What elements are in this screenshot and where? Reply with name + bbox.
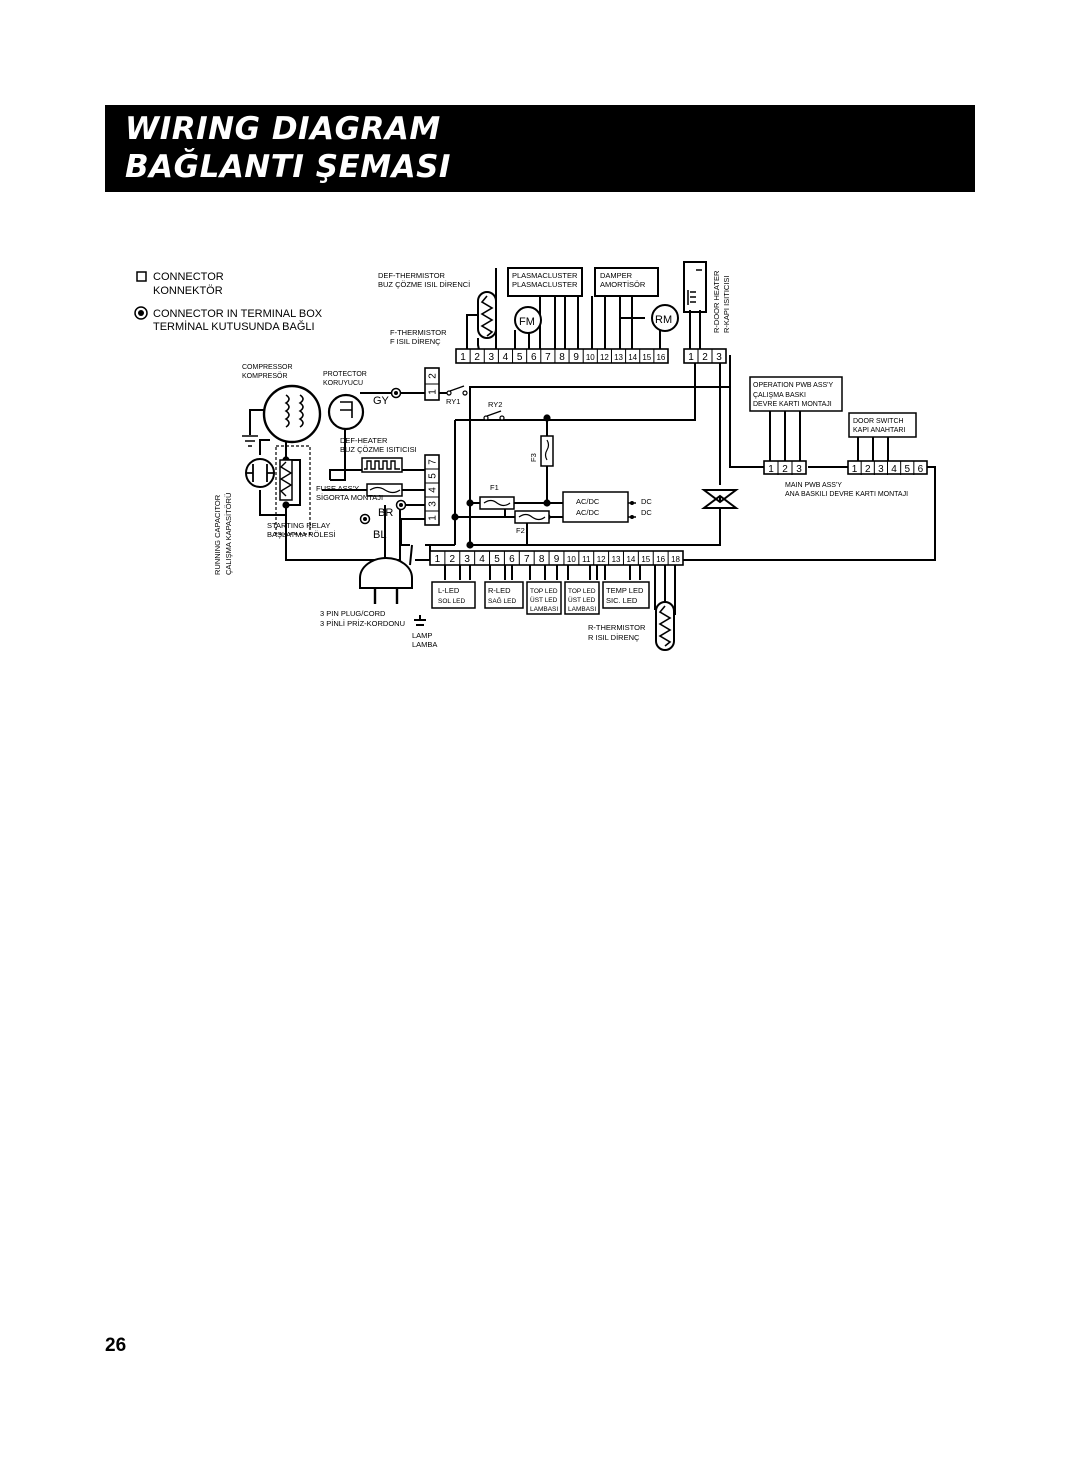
connector-pin-label: 7 bbox=[427, 459, 439, 465]
f3-label: F3 bbox=[529, 453, 538, 462]
connector-pin-label: 4 bbox=[502, 352, 509, 363]
r-thermistor-icon bbox=[656, 602, 674, 650]
dc-label-1: DC bbox=[641, 497, 652, 506]
connector-pin-label: 2 bbox=[782, 464, 788, 475]
dc-label-2: DC bbox=[641, 508, 652, 517]
temp-led-label-tr: SIC. LED bbox=[606, 596, 638, 605]
connector-pin-label: 5 bbox=[516, 352, 523, 363]
bl-label: BL bbox=[373, 529, 387, 541]
f1-label: F1 bbox=[490, 483, 499, 492]
connector-pin-label: 1 bbox=[851, 464, 858, 475]
connector-pin-label: 3 bbox=[488, 352, 495, 363]
connector-pin-label: 12 bbox=[596, 555, 606, 564]
plug-label-en: 3 PIN PLUG/CORD bbox=[320, 609, 386, 618]
l-led-label-tr: SOL LED bbox=[438, 598, 466, 605]
compressor-label-en: COMPRESSOR bbox=[242, 364, 293, 371]
connector-pin-label: 4 bbox=[479, 554, 485, 565]
f-thermistor-label-en: F-THERMISTOR bbox=[390, 328, 447, 337]
connector-pin-label: 15 bbox=[642, 353, 652, 362]
starting-relay-label-en: STARTING RELAY bbox=[267, 521, 331, 530]
lamp-label-tr: LAMBA bbox=[412, 640, 438, 649]
operation-pwb-label-tr1: ÇALIŞMA BASKI bbox=[753, 392, 806, 399]
r-thermistor-label-tr: R ISIL DİRENÇ bbox=[588, 633, 640, 642]
r-door-heater-label-en: R-DOOR HEATER bbox=[712, 270, 721, 333]
connector-pin-label: 5 bbox=[494, 554, 500, 565]
protector-icon bbox=[329, 395, 363, 429]
ry2-label: RY2 bbox=[488, 400, 503, 409]
connector-pin-label: 1 bbox=[688, 352, 694, 363]
connector-pin-label: 1 bbox=[768, 464, 774, 475]
connector-pin-label: 3 bbox=[878, 464, 884, 475]
plasmacluster-label-tr: PLASMACLUSTER bbox=[512, 280, 578, 289]
connector-pin-label: 1 bbox=[434, 554, 441, 565]
running-cap-label-en: RUNNING CAPACITOR bbox=[213, 494, 222, 575]
operation-pwb-label-en: OPERATION PWB ASS'Y bbox=[753, 382, 834, 389]
fm-label: FM bbox=[519, 316, 535, 328]
plasmacluster-label-en: PLASMACLUSTER bbox=[512, 271, 578, 280]
legend-terminal-en: CONNECTOR IN TERMINAL BOX bbox=[153, 308, 323, 320]
plug-label-tr: 3 PİNLİ PRİZ-KORDONU bbox=[320, 619, 406, 628]
rm-label: RM bbox=[655, 314, 673, 326]
connector-operation-3-pins bbox=[768, 461, 802, 475]
top-led-2-label-tr2: LAMBASI bbox=[568, 606, 597, 613]
title-english: WIRING DIAGRAM bbox=[125, 111, 441, 147]
connector-pin-label: 1 bbox=[460, 352, 466, 363]
connector-pin-label: 9 bbox=[553, 554, 560, 565]
connector-legend-icon bbox=[137, 272, 146, 281]
door-switch-label-en: DOOR SWITCH bbox=[853, 418, 904, 425]
r-led-label-en: R-LED bbox=[488, 586, 511, 595]
connector-pin-label: 7 bbox=[523, 554, 530, 565]
l-led-label-en: L-LED bbox=[438, 586, 460, 595]
lamp-label-en: LAMP bbox=[412, 631, 433, 640]
r-thermistor-label-en: R-THERMISTOR bbox=[588, 623, 646, 632]
connector-pin-label: 8 bbox=[559, 352, 565, 363]
def-heater-icon bbox=[362, 458, 402, 472]
def-thermistor-label-tr: BUZ ÇÖZME ISIL DİRENCİ bbox=[378, 280, 471, 289]
connector-pin-label: 11 bbox=[582, 555, 591, 564]
connector-pin-label: 16 bbox=[656, 353, 666, 362]
connector-r-door-3-pins bbox=[688, 349, 722, 363]
top-led-1-label-tr2: LAMBASI bbox=[530, 606, 559, 613]
connector-pin-label: 16 bbox=[656, 555, 666, 564]
legend-terminal-tr: TERMİNAL KUTUSUNDA BAĞLI bbox=[153, 321, 315, 333]
connector-pin-label: 15 bbox=[641, 555, 651, 564]
br-label: BR bbox=[378, 507, 394, 519]
page-number: 26 bbox=[105, 1335, 127, 1356]
acdc-label-1: AC/DC bbox=[576, 497, 600, 506]
starting-relay-label-tr: BAŞLATMA RÖLESİ bbox=[267, 530, 336, 539]
connector-pin-label: 3 bbox=[464, 554, 470, 565]
def-thermistor-label-en: DEF-THERMISTOR bbox=[378, 271, 445, 280]
title-turkish: BAĞLANTI ŞEMASI bbox=[125, 149, 451, 185]
connector-pin-label: 2 bbox=[427, 373, 439, 379]
connector-pin-label: 12 bbox=[599, 353, 609, 362]
ry1-label: RY1 bbox=[446, 397, 461, 406]
legend-connector-tr: KONNEKTÖR bbox=[153, 285, 223, 297]
top-led-2-label-tr1: ÜST LED bbox=[568, 597, 596, 604]
connector-pin-label: 2 bbox=[449, 554, 456, 565]
connector-pin-label: 2 bbox=[702, 352, 708, 363]
connector-pin-label: 3 bbox=[427, 501, 439, 507]
fuse-assy-label-en: FUSE ASS'Y bbox=[316, 484, 360, 493]
terminal-box-a-pins bbox=[425, 373, 439, 395]
def-heater-label-en: DEF-HEATER bbox=[340, 436, 388, 445]
connector-pin-label: 3 bbox=[716, 352, 722, 363]
damper-label-tr: AMORTİSÖR bbox=[600, 280, 646, 289]
connector-pin-label: 5 bbox=[904, 464, 911, 475]
running-cap-label-tr: ÇALIŞMA KAPASİTÖRÜ bbox=[224, 492, 233, 575]
damper-label-en: DAMPER bbox=[600, 271, 633, 280]
connector-pin-label: 6 bbox=[917, 464, 924, 475]
connector-pin-label: 3 bbox=[796, 464, 802, 475]
connector-pin-label: 10 bbox=[566, 555, 576, 564]
connector-pin-label: 4 bbox=[891, 464, 897, 475]
protector-label-en: PROTECTOR bbox=[323, 371, 367, 378]
top-led-1-label-en: TOP LED bbox=[530, 588, 558, 595]
top-led-2-label-en: TOP LED bbox=[568, 588, 596, 595]
main-pwb-label-tr: ANA BASKILI DEVRE KARTI MONTAJI bbox=[785, 491, 909, 498]
door-switch-label-tr: KAPI ANAHTARI bbox=[853, 427, 906, 434]
legend-connector-en: CONNECTOR bbox=[153, 271, 224, 283]
top-led-1-label-tr1: ÜST LED bbox=[530, 597, 558, 604]
fuse-assy-label-tr: SİGORTA MONTAJI bbox=[316, 493, 384, 502]
connector-pin-label: 5 bbox=[427, 473, 439, 479]
operation-pwb-label-tr2: DEVRE KARTI MONTAJI bbox=[753, 401, 832, 408]
connector-pin-label: 6 bbox=[530, 352, 537, 363]
def-heater-label-tr: BUZ ÇÖZME ISITICISI bbox=[340, 445, 417, 454]
connector-pin-label: 13 bbox=[611, 555, 621, 564]
connector-pin-label: 1 bbox=[427, 515, 439, 521]
connector-pin-label: 14 bbox=[628, 353, 638, 362]
plug-icon bbox=[360, 558, 412, 588]
connector-pin-label: 1 bbox=[427, 389, 439, 395]
compressor-icon bbox=[264, 386, 320, 442]
connector-pin-label: 14 bbox=[626, 555, 636, 564]
f-thermistor-label-tr: F ISIL DİRENÇ bbox=[390, 337, 441, 346]
acdc-label-2: AC/DC bbox=[576, 508, 600, 517]
r-door-heater-label-tr: R-KAPI ISITICISI bbox=[722, 275, 731, 333]
connector-pin-label: 2 bbox=[864, 464, 871, 475]
protector-label-tr: KORUYUCU bbox=[323, 380, 364, 387]
temp-led-label-en: TEMP LED bbox=[606, 586, 644, 595]
connector-pin-label: 7 bbox=[545, 352, 551, 363]
compressor-label-tr: KOMPRESÖR bbox=[242, 373, 288, 380]
connector-pin-label: 18 bbox=[671, 555, 681, 564]
f2-label: F2 bbox=[516, 526, 525, 535]
connector-pin-label: 9 bbox=[573, 352, 579, 363]
connector-pin-label: 10 bbox=[585, 353, 595, 362]
r-led-label-tr: SAĞ LED bbox=[488, 598, 517, 605]
gy-label: GY bbox=[373, 395, 389, 407]
connector-pin-label: 13 bbox=[614, 353, 623, 362]
connector-pin-label: 6 bbox=[509, 554, 515, 565]
connector-pin-label: 2 bbox=[474, 352, 480, 363]
main-pwb-label-en: MAIN PWB ASS'Y bbox=[785, 482, 842, 489]
connector-pin-label: 4 bbox=[427, 487, 439, 493]
connector-pin-label: 8 bbox=[538, 554, 545, 565]
def-thermistor-icon bbox=[478, 292, 496, 338]
